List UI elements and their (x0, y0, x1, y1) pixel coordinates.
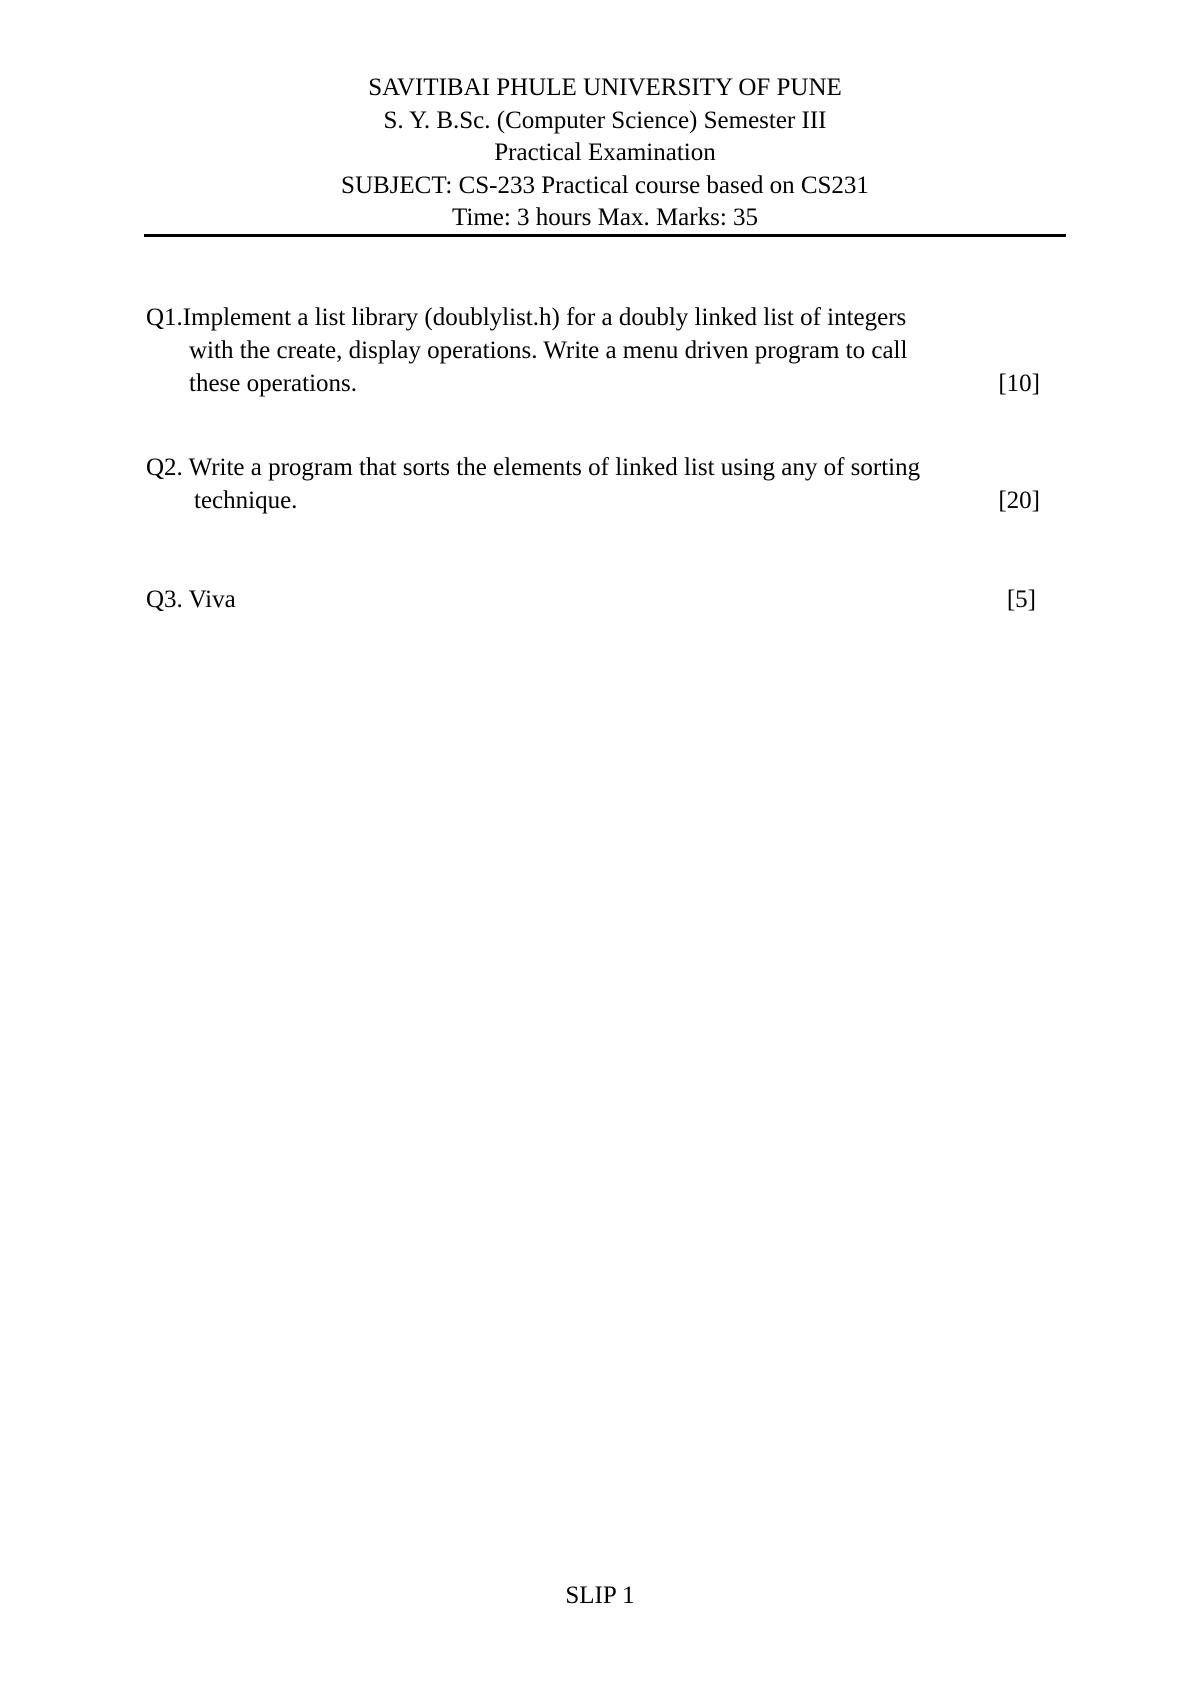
exam-header (144, 72, 1066, 235)
question-2-line-1: Q2. Write a program that sorts the elements of linked list using any of sorting (146, 454, 921, 481)
question-1 (146, 301, 1040, 400)
question-1-line-1: Q1.Implement a list library (doublylist.h) for a doubly linked list of integers (146, 304, 907, 331)
exam-title: Practical Examination (494, 139, 716, 166)
question-2-marks: [20] (998, 487, 1040, 514)
question-1-line-3-text: these operations. (189, 370, 358, 397)
university-name: SAVITIBAI PHULE UNIVERSITY OF PUNE (368, 74, 842, 101)
question-3 (146, 583, 1040, 616)
question-3-line-1 (146, 583, 1040, 616)
time-marks-line: Time: 3 hours Max. Marks: 35 (451, 204, 759, 231)
header-divider (144, 234, 1066, 237)
question-2 (146, 451, 1040, 517)
slip-number: SLIP 1 (565, 1582, 635, 1609)
question-3-line-1-text: Q3. Viva (146, 586, 236, 613)
question-1-marks: [10] (998, 370, 1040, 397)
question-1-line-3 (146, 367, 1040, 400)
question-2-line-2-text: technique. (194, 487, 298, 514)
question-2-line-2 (146, 484, 1040, 517)
question-1-line-2: with the create, display operations. Write a menu driven program to call (189, 337, 908, 364)
question-3-marks: [5] (1006, 586, 1036, 613)
course-title: S. Y. B.Sc. (Computer Science) Semester III (383, 106, 827, 134)
subject-line: SUBJECT: CS-233 Practical course based on CS231 (341, 171, 869, 199)
